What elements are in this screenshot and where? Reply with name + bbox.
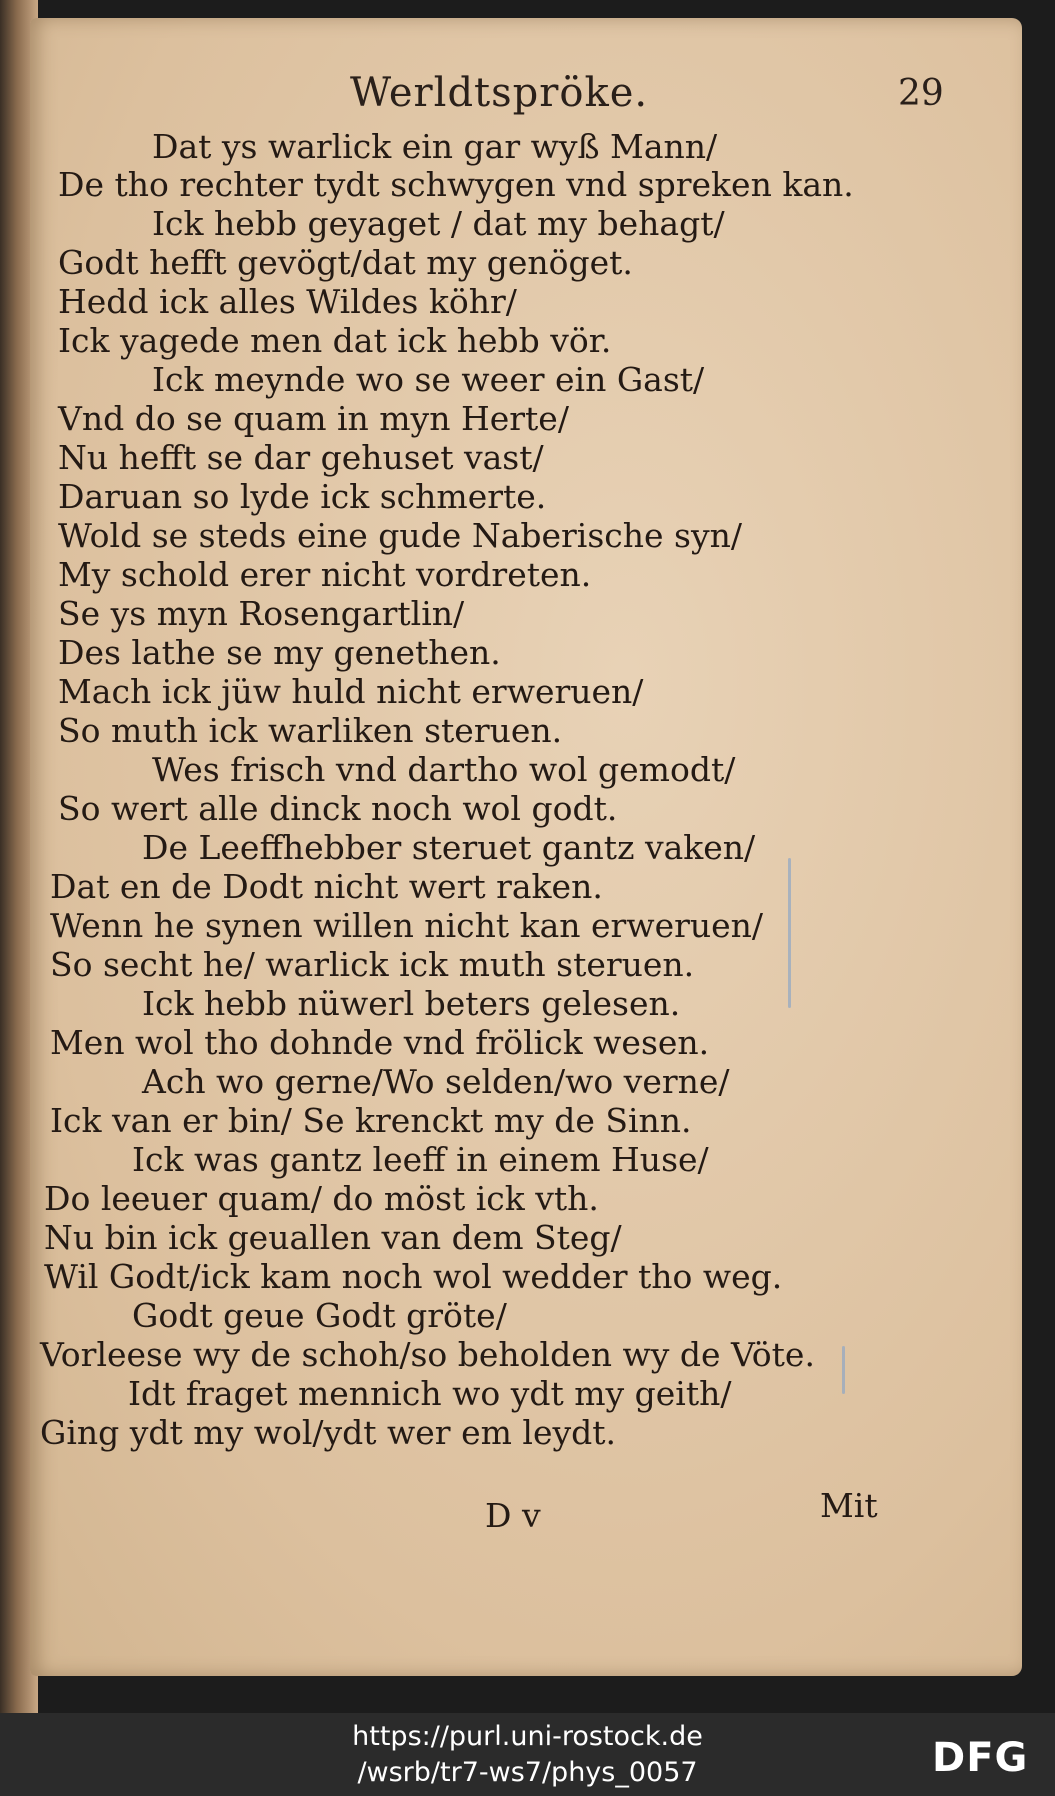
text-line: Des lathe se my genethen. <box>58 633 501 672</box>
text-line: Godt geue Godt gröte/ <box>132 1296 507 1335</box>
text-line: So wert alle dinck noch wol godt. <box>58 789 618 828</box>
text-line: Wil Godt/ick kam noch wol wedder tho weg. <box>44 1257 783 1296</box>
text-line: Ick meynde wo se weer ein Gast/ <box>152 360 705 399</box>
text-line: So secht he/ warlick ick muth steruen. <box>50 945 695 984</box>
text-line: Daruan so lyde ick schmerte. <box>58 477 547 516</box>
pen-mark <box>788 858 791 1008</box>
text-line: De tho rechter tydt schwygen vnd spreken kan. <box>58 165 854 204</box>
text-line: Mach ick jüw huld nicht erweruen/ <box>58 672 644 711</box>
text-line: Dat ys warlick ein gar wyß Mann/ <box>152 127 718 166</box>
text-line: Nu bin ick geuallen van dem Steg/ <box>44 1218 622 1257</box>
book-page <box>30 18 1022 1676</box>
text-line: Ick yagede men dat ick hebb vör. <box>58 321 612 360</box>
text-line: Wenn he synen willen nicht kan erweruen/ <box>50 906 764 945</box>
catchword: Mit <box>820 1486 878 1525</box>
text-line: Nu hefft se dar gehuset vast/ <box>58 438 544 477</box>
text-line: Do leeuer quam/ do möst ick vth. <box>44 1179 599 1218</box>
permalink-line-2[interactable]: /wsrb/tr7-ws7/phys_0057 <box>357 1757 698 1788</box>
page-number: 29 <box>898 73 944 114</box>
permalink-line-1[interactable]: https://purl.uni-rostock.de <box>352 1721 703 1752</box>
text-line: Ick hebb geyaget / dat my behagt/ <box>152 204 725 243</box>
text-line: Idt fraget mennich wo ydt my geith/ <box>128 1374 732 1413</box>
text-line: Wes frisch vnd dartho wol gemodt/ <box>152 750 736 789</box>
text-line: My schold erer nicht vordreten. <box>58 555 592 594</box>
signature-mark: D v <box>485 1496 541 1535</box>
text-line: Ick van er bin/ Se krenckt my de Sinn. <box>50 1101 692 1140</box>
text-line: Ach wo gerne/Wo selden/wo verne/ <box>142 1062 730 1101</box>
text-line: Se ys myn Rosengartlin/ <box>58 594 465 633</box>
text-line: Ging ydt my wol/ydt wer em leydt. <box>40 1413 616 1452</box>
text-line: Godt hefft gevögt/dat my genöget. <box>58 243 633 282</box>
text-line: Dat en de Dodt nicht wert raken. <box>50 867 603 906</box>
text-line: Wold se steds eine gude Naberische syn/ <box>58 516 742 555</box>
text-line: Vorleese wy de schoh/so beholden wy de Vöte. <box>40 1335 815 1374</box>
viewer-footer <box>0 1713 1055 1796</box>
text-line: Ick hebb nüwerl beters gelesen. <box>142 984 681 1023</box>
text-line: Hedd ick alles Wildes köhr/ <box>58 282 517 321</box>
pen-mark <box>842 1346 845 1394</box>
running-head-title: Werldtspröke. <box>350 70 649 116</box>
dfg-logo: DFG <box>932 1735 1029 1781</box>
text-line: Men wol tho dohnde vnd frölick wesen. <box>50 1023 710 1062</box>
text-line: Vnd do se quam in myn Herte/ <box>58 399 569 438</box>
text-line: Ick was gantz leeff in einem Huse/ <box>132 1140 709 1179</box>
text-line: De Leeffhebber steruet gantz vaken/ <box>142 828 756 867</box>
text-line: So muth ick warliken steruen. <box>58 711 563 750</box>
